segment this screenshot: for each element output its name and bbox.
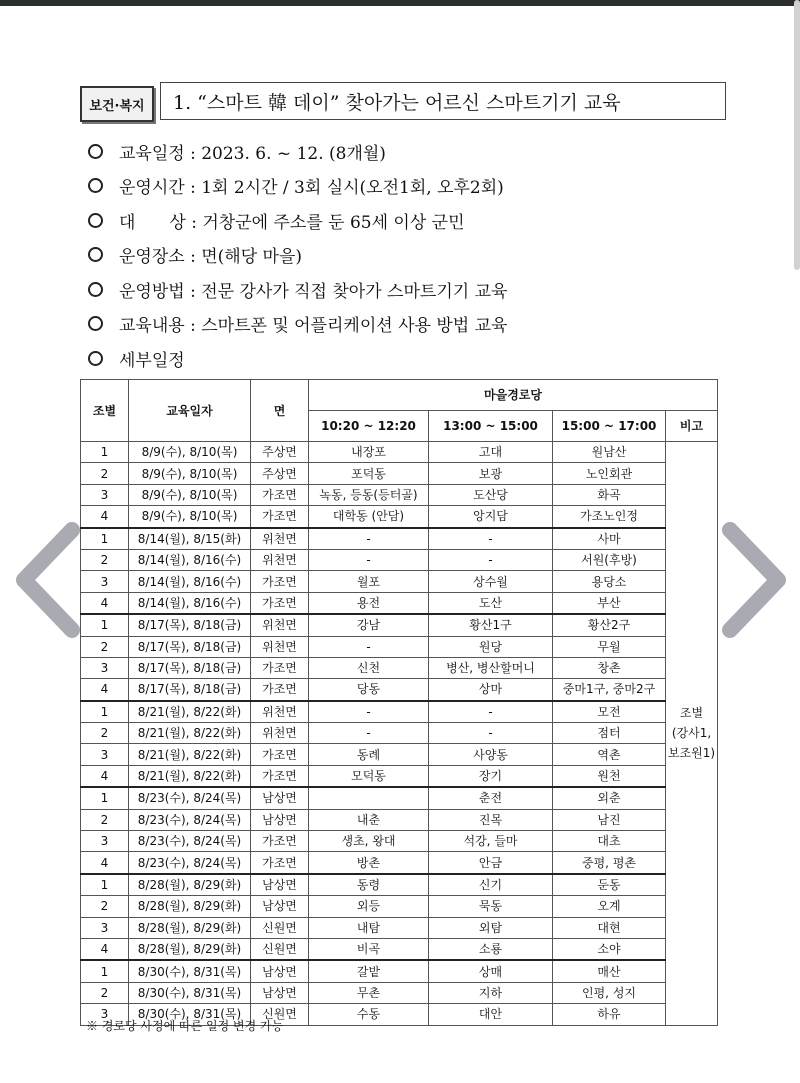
cell-slot1: 포덕동 — [309, 463, 429, 484]
header-slot1: 10:20 ~ 12:20 — [309, 411, 429, 442]
cell-date: 8/28(월), 8/29(화) — [129, 917, 251, 938]
cell-slot2: - — [429, 723, 553, 744]
scrollbar-thumb[interactable] — [794, 0, 800, 270]
cell-slot2: - — [429, 701, 553, 723]
table-row — [81, 831, 718, 852]
list-item-text: 운영시간 : 1회 2시간 / 3회 실시(오전1회, 오후2회) — [119, 178, 504, 199]
cell-group: 3 — [81, 917, 129, 938]
cell-slot2: 앙지담 — [429, 506, 553, 528]
cell-town: 주상면 — [251, 463, 309, 484]
circle-bullet-icon — [88, 351, 103, 366]
cell-slot1: 내장포 — [309, 442, 429, 463]
table-row — [81, 765, 718, 787]
list-item — [88, 272, 748, 307]
cell-slot3: 황산2구 — [553, 614, 666, 636]
cell-slot2: 대안 — [429, 1004, 553, 1025]
cell-date: 8/28(월), 8/29(화) — [129, 938, 251, 960]
footnote: ※ 경로당 사정에 따른 일정 변경 가능 — [86, 1019, 284, 1033]
cell-town: 위천면 — [251, 528, 309, 550]
cell-slot3: 원남산 — [553, 442, 666, 463]
cell-slot3: 사마 — [553, 528, 666, 550]
cell-slot3: 용당소 — [553, 571, 666, 592]
cell-slot1: 내탐 — [309, 917, 429, 938]
cell-slot1: 대학동 (안담) — [309, 506, 429, 528]
cell-date: 8/9(수), 8/10(목) — [129, 506, 251, 528]
table-row — [81, 723, 718, 744]
table-row — [81, 982, 718, 1003]
cell-slot1: 수동 — [309, 1004, 429, 1025]
table-row — [81, 852, 718, 874]
cell-slot1: 동례 — [309, 744, 429, 765]
cell-slot1: 녹동, 등동(등터골) — [309, 484, 429, 505]
cell-slot1: 용전 — [309, 592, 429, 614]
section-title: 1. “스마트 韓 데이” 찾아가는 어르신 스마트기기 교육 — [160, 82, 726, 120]
cell-slot3: 둔동 — [553, 874, 666, 896]
cell-slot2: 고대 — [429, 442, 553, 463]
cell-slot1: - — [309, 723, 429, 744]
cell-slot3: 외춘 — [553, 787, 666, 809]
cell-town: 위천면 — [251, 614, 309, 636]
list-item — [88, 134, 748, 169]
cell-group: 3 — [81, 657, 129, 678]
cell-slot2: 장기 — [429, 765, 553, 787]
circle-bullet-icon — [88, 213, 103, 228]
cell-town: 위천면 — [251, 701, 309, 723]
table-row — [81, 679, 718, 701]
table-row — [81, 657, 718, 678]
cell-slot3: 노인회관 — [553, 463, 666, 484]
cell-group: 3 — [81, 831, 129, 852]
cell-group: 1 — [81, 874, 129, 896]
cell-date: 8/28(월), 8/29(화) — [129, 874, 251, 896]
cell-town: 가조면 — [251, 765, 309, 787]
list-item-text: 운영장소 : 면(해당 마을) — [119, 247, 303, 268]
cell-date: 8/23(수), 8/24(목) — [129, 831, 251, 852]
cell-group: 1 — [81, 442, 129, 463]
cell-group: 4 — [81, 592, 129, 614]
cell-slot3: 점터 — [553, 723, 666, 744]
circle-bullet-icon — [88, 316, 103, 331]
cell-date: 8/23(수), 8/24(목) — [129, 852, 251, 874]
cell-slot1: 무촌 — [309, 982, 429, 1003]
cell-group: 3 — [81, 744, 129, 765]
table-row — [81, 592, 718, 614]
table-row — [81, 614, 718, 636]
list-item-text: 대 상 : 거창군에 주소를 둔 65세 이상 군민 — [119, 212, 465, 233]
header-venue: 마을경로당 — [309, 380, 718, 411]
cell-date: 8/21(월), 8/22(화) — [129, 744, 251, 765]
cell-slot2: 소룡 — [429, 938, 553, 960]
cell-date: 8/17(목), 8/18(금) — [129, 636, 251, 657]
cell-slot1: - — [309, 701, 429, 723]
cell-town: 가조면 — [251, 852, 309, 874]
header-slot2: 13:00 ~ 15:00 — [429, 411, 553, 442]
list-item — [88, 307, 748, 342]
table-row — [81, 442, 718, 463]
cell-group: 3 — [81, 1004, 129, 1025]
cell-slot2: 사양동 — [429, 744, 553, 765]
cell-town: 남상면 — [251, 874, 309, 896]
list-item-text: 세부일정 — [119, 350, 185, 371]
cell-slot2: 도산당 — [429, 484, 553, 505]
cell-town: 남상면 — [251, 809, 309, 830]
cell-slot1: 월포 — [309, 571, 429, 592]
cell-date: 8/14(월), 8/15(화) — [129, 528, 251, 550]
section-header — [80, 82, 728, 124]
list-item — [88, 203, 748, 238]
cell-slot1: 동령 — [309, 874, 429, 896]
table-row — [81, 960, 718, 982]
cell-date: 8/21(월), 8/22(화) — [129, 701, 251, 723]
schedule-table-body — [81, 442, 718, 1026]
cell-slot3: 소야 — [553, 938, 666, 960]
cell-slot2: 지하 — [429, 982, 553, 1003]
cell-town: 가조면 — [251, 657, 309, 678]
cell-date: 8/23(수), 8/24(목) — [129, 809, 251, 830]
cell-group: 4 — [81, 765, 129, 787]
cell-town: 가조면 — [251, 592, 309, 614]
cell-date: 8/17(목), 8/18(금) — [129, 614, 251, 636]
cell-slot3: 하유 — [553, 1004, 666, 1025]
category-badge: 보건·복지 — [80, 86, 154, 122]
cell-group: 3 — [81, 571, 129, 592]
cell-date: 8/9(수), 8/10(목) — [129, 442, 251, 463]
cell-date: 8/21(월), 8/22(화) — [129, 765, 251, 787]
cell-town: 신원면 — [251, 938, 309, 960]
cell-slot2: - — [429, 549, 553, 570]
cell-slot2: 황산1구 — [429, 614, 553, 636]
cell-slot3: 중평, 평촌 — [553, 852, 666, 874]
header-town: 면 — [251, 380, 309, 442]
cell-town: 남상면 — [251, 787, 309, 809]
cell-group: 2 — [81, 896, 129, 917]
cell-town: 남상면 — [251, 960, 309, 982]
table-row — [81, 787, 718, 809]
cell-group: 1 — [81, 787, 129, 809]
list-item — [88, 169, 748, 204]
cell-slot1: - — [309, 528, 429, 550]
cell-slot1: 신천 — [309, 657, 429, 678]
cell-date: 8/30(수), 8/31(목) — [129, 982, 251, 1003]
cell-town: 주상면 — [251, 442, 309, 463]
cell-slot1: 당동 — [309, 679, 429, 701]
cell-group: 2 — [81, 636, 129, 657]
cell-town: 가조면 — [251, 679, 309, 701]
cell-date: 8/14(월), 8/16(수) — [129, 592, 251, 614]
overview-list — [88, 134, 748, 376]
cell-slot3: 무월 — [553, 636, 666, 657]
circle-bullet-icon — [88, 247, 103, 262]
table-row — [81, 917, 718, 938]
circle-bullet-icon — [88, 178, 103, 193]
cell-date: 8/30(수), 8/31(목) — [129, 1004, 251, 1025]
cell-group: 2 — [81, 723, 129, 744]
header-note: 비고 — [666, 411, 718, 442]
cell-group: 3 — [81, 484, 129, 505]
cell-slot2: 춘전 — [429, 787, 553, 809]
cell-date: 8/9(수), 8/10(목) — [129, 484, 251, 505]
list-item-text: 교육내용 : 스마트폰 및 어플리케이션 사용 방법 교육 — [119, 316, 508, 337]
cell-note: 조별 (강사1, 보조원1) — [666, 442, 718, 1026]
table-row — [81, 506, 718, 528]
table-row — [81, 701, 718, 723]
table-row — [81, 484, 718, 505]
cell-slot1 — [309, 787, 429, 809]
cell-slot3: 남진 — [553, 809, 666, 830]
cell-group: 4 — [81, 506, 129, 528]
cell-slot2: 상마 — [429, 679, 553, 701]
table-row — [81, 744, 718, 765]
header-date: 교육일자 — [129, 380, 251, 442]
cell-slot2: 신기 — [429, 874, 553, 896]
cell-town: 남상면 — [251, 982, 309, 1003]
list-item — [88, 238, 748, 273]
cell-date: 8/23(수), 8/24(목) — [129, 787, 251, 809]
cell-date: 8/17(목), 8/18(금) — [129, 657, 251, 678]
cell-slot3: 서원(후방) — [553, 549, 666, 570]
cell-slot1: 내춘 — [309, 809, 429, 830]
list-item-text: 교육일정 : 2023. 6. ~ 12. (8개월) — [119, 143, 386, 164]
cell-slot1: 방촌 — [309, 852, 429, 874]
chevron-right-icon[interactable] — [712, 520, 792, 640]
cell-group: 2 — [81, 982, 129, 1003]
cell-slot1: 생초, 왕대 — [309, 831, 429, 852]
cell-group: 2 — [81, 463, 129, 484]
table-row — [81, 896, 718, 917]
cell-slot1: 모덕동 — [309, 765, 429, 787]
cell-slot2: 진목 — [429, 809, 553, 830]
cell-town: 가조면 — [251, 484, 309, 505]
cell-town: 가조면 — [251, 506, 309, 528]
cell-slot3: 오계 — [553, 896, 666, 917]
table-row — [81, 636, 718, 657]
cell-slot2: 도산 — [429, 592, 553, 614]
table-row — [81, 549, 718, 570]
cell-town: 가조면 — [251, 831, 309, 852]
list-item — [88, 341, 748, 376]
cell-group: 4 — [81, 852, 129, 874]
cell-date: 8/17(목), 8/18(금) — [129, 679, 251, 701]
cell-town: 위천면 — [251, 636, 309, 657]
cell-slot3: 창촌 — [553, 657, 666, 678]
cell-date: 8/14(월), 8/16(수) — [129, 549, 251, 570]
cell-slot2: 원당 — [429, 636, 553, 657]
cell-town: 남상면 — [251, 896, 309, 917]
cell-date: 8/9(수), 8/10(목) — [129, 463, 251, 484]
cell-town: 신원면 — [251, 917, 309, 938]
cell-date: 8/21(월), 8/22(화) — [129, 723, 251, 744]
list-item-text: 운영방법 : 전문 강사가 직접 찾아가 스마트기기 교육 — [119, 281, 508, 302]
schedule-table-wrapper — [80, 379, 718, 1026]
cell-town: 가조면 — [251, 744, 309, 765]
cell-slot2: 안금 — [429, 852, 553, 874]
cell-group: 1 — [81, 701, 129, 723]
cell-slot3: 부산 — [553, 592, 666, 614]
cell-date: 8/28(월), 8/29(화) — [129, 896, 251, 917]
cell-date: 8/14(월), 8/16(수) — [129, 571, 251, 592]
table-row — [81, 463, 718, 484]
circle-bullet-icon — [88, 144, 103, 159]
cell-date: 8/30(수), 8/31(목) — [129, 960, 251, 982]
cell-town: 위천면 — [251, 723, 309, 744]
cell-slot3: 매산 — [553, 960, 666, 982]
table-row — [81, 571, 718, 592]
schedule-table — [80, 379, 718, 1026]
cell-group: 4 — [81, 938, 129, 960]
cell-slot2: 보광 — [429, 463, 553, 484]
cell-slot3: 인평, 성지 — [553, 982, 666, 1003]
cell-slot3: 역촌 — [553, 744, 666, 765]
cell-slot1: - — [309, 636, 429, 657]
cell-slot1: 갈밭 — [309, 960, 429, 982]
cell-slot1: - — [309, 549, 429, 570]
cell-slot2: 석강, 들마 — [429, 831, 553, 852]
cell-town: 위천면 — [251, 549, 309, 570]
cell-slot1: 비곡 — [309, 938, 429, 960]
cell-group: 2 — [81, 549, 129, 570]
cell-slot1: 강남 — [309, 614, 429, 636]
cell-slot3: 중마1구, 중마2구 — [553, 679, 666, 701]
cell-group: 4 — [81, 679, 129, 701]
table-row — [81, 874, 718, 896]
chevron-left-icon[interactable] — [10, 520, 90, 640]
circle-bullet-icon — [88, 282, 103, 297]
cell-slot3: 모전 — [553, 701, 666, 723]
cell-slot2: 묵동 — [429, 896, 553, 917]
cell-slot2: - — [429, 528, 553, 550]
table-row — [81, 809, 718, 830]
cell-town: 가조면 — [251, 571, 309, 592]
cell-group: 2 — [81, 809, 129, 830]
table-row — [81, 938, 718, 960]
cell-slot2: 외탐 — [429, 917, 553, 938]
cell-slot2: 상수월 — [429, 571, 553, 592]
cell-group: 1 — [81, 960, 129, 982]
cell-slot3: 원천 — [553, 765, 666, 787]
cell-slot3: 가조노인정 — [553, 506, 666, 528]
header-group: 조별 — [81, 380, 129, 442]
header-slot3: 15:00 ~ 17:00 — [553, 411, 666, 442]
cell-slot3: 대현 — [553, 917, 666, 938]
cell-slot1: 외등 — [309, 896, 429, 917]
cell-slot3: 대초 — [553, 831, 666, 852]
cell-slot3: 화곡 — [553, 484, 666, 505]
top-status-bar — [0, 0, 800, 6]
cell-slot2: 병산, 병산할머니 — [429, 657, 553, 678]
cell-group: 1 — [81, 614, 129, 636]
cell-slot2: 상매 — [429, 960, 553, 982]
cell-group: 1 — [81, 528, 129, 550]
cell-town: 신원면 — [251, 1004, 309, 1025]
table-row — [81, 528, 718, 550]
